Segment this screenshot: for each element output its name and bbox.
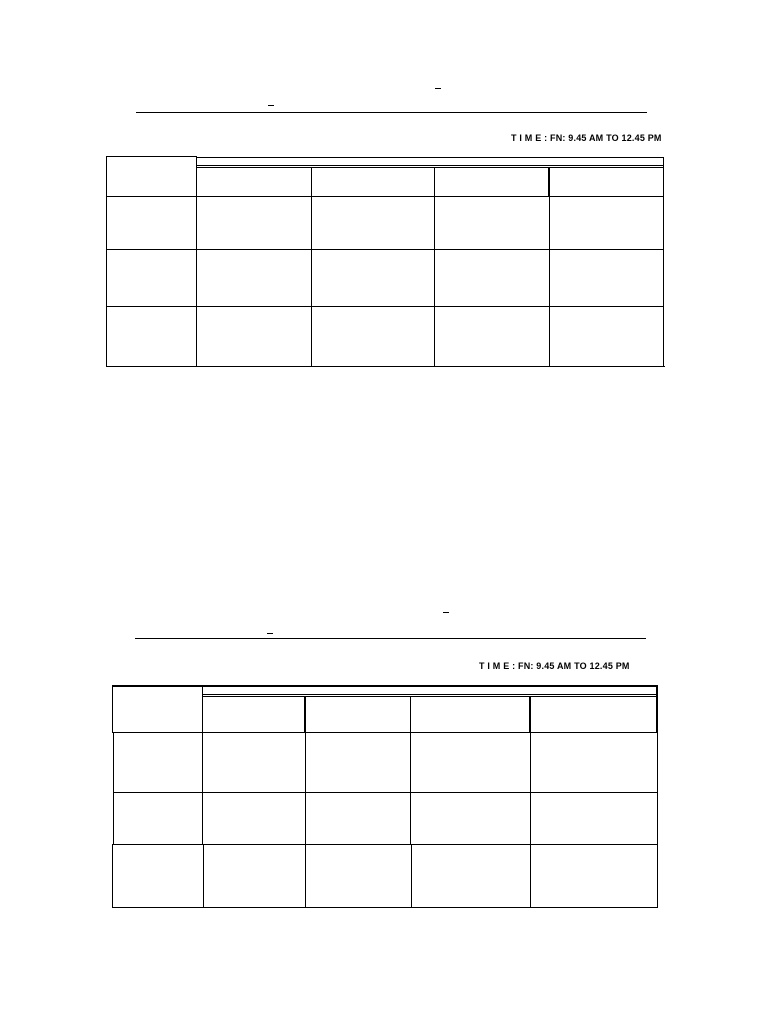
header-dash-mark [268, 105, 274, 106]
grid-line [202, 686, 203, 845]
header-dash-mark [443, 612, 449, 613]
grid-line [530, 732, 531, 908]
grid-line [434, 167, 435, 367]
grid-line [106, 196, 664, 197]
grid-line [112, 844, 113, 908]
grid-line [657, 732, 658, 908]
grid-line [656, 686, 658, 733]
grid-line [202, 696, 658, 697]
grid-line [548, 167, 550, 197]
grid-line [113, 732, 114, 845]
header-dash-mark [435, 88, 441, 89]
header-rule [136, 112, 647, 113]
grid-line [196, 167, 664, 168]
grid-line [411, 844, 412, 908]
grid-line [663, 157, 664, 167]
grid-line [112, 686, 113, 733]
grid-line [112, 732, 658, 733]
grid-line [311, 167, 312, 367]
grid-line [196, 157, 664, 158]
grid-line [106, 156, 107, 367]
exam-time-label: T I M E : FN: 9.45 AM TO 12.45 PM [511, 133, 662, 143]
grid-line [112, 907, 658, 908]
grid-line [113, 844, 658, 845]
grid-line [549, 196, 550, 367]
grid-line [106, 249, 664, 250]
grid-line [106, 156, 196, 157]
grid-line [529, 696, 531, 733]
header-rule [135, 638, 646, 639]
grid-line [410, 696, 411, 845]
grid-line [106, 366, 665, 367]
grid-line [196, 165, 664, 166]
grid-line [203, 844, 204, 908]
grid-line [196, 156, 197, 367]
grid-line [663, 167, 664, 367]
exam-time-label: T I M E : FN: 9.45 AM TO 12.45 PM [479, 661, 630, 671]
header-dash-mark [267, 633, 273, 634]
grid-line [305, 732, 306, 908]
grid-line [202, 694, 658, 695]
grid-line [113, 792, 658, 793]
grid-line [304, 696, 306, 733]
grid-line [112, 685, 658, 687]
grid-line [106, 306, 664, 307]
